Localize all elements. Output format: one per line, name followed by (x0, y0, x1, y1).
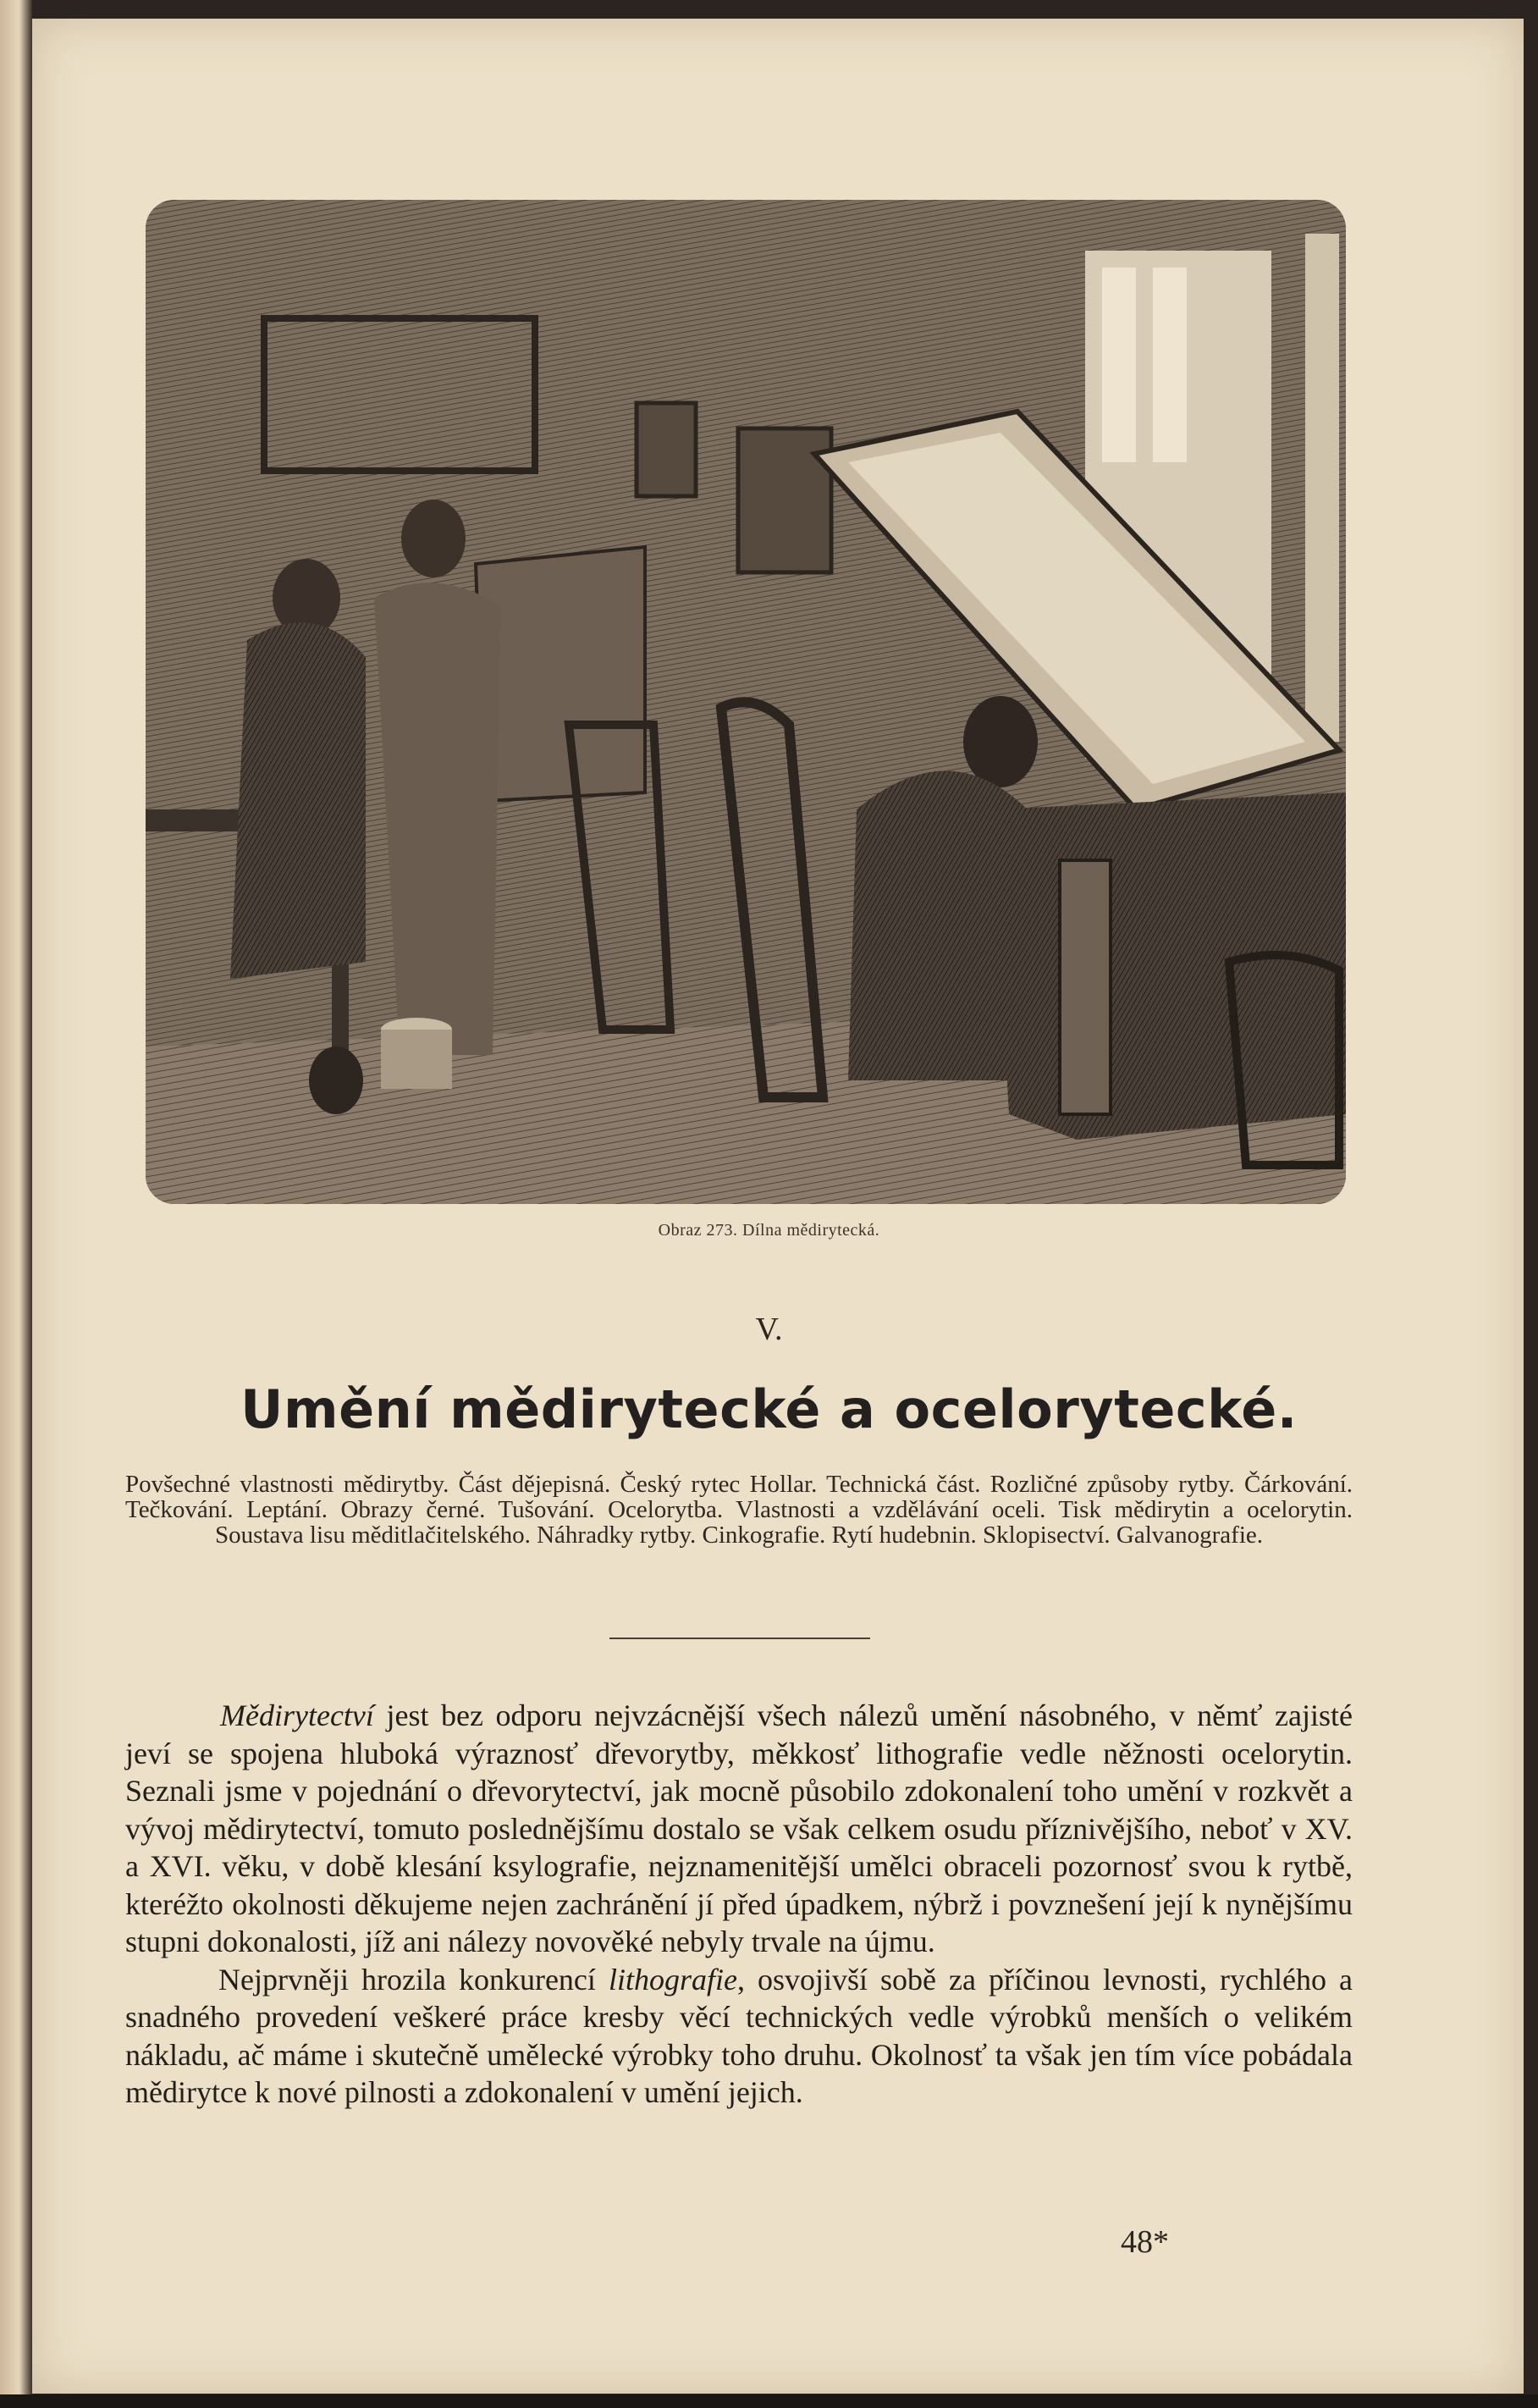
body-text (125, 1697, 1353, 2112)
engraving-workshop-illustration (146, 200, 1346, 1204)
section-divider (609, 1638, 870, 1639)
chapter-summary: Povšechné vlastnosti mědirytby. Část dějepisná. Český rytec Hollar. Technická část. Rozličné způsoby rytby. Čárkování. Tečkování. Leptání. Obrazy černé. Tušování. Ocelorytba. Vlastnosti a vzdělávání oceli. Tisk mědirytin a ocelorytin. Soustava lisu měditlačitelského. Náhradky rytby. Cinkografie. Rytí hudebnin. Sklopisectví. Galvanografie. (125, 1471, 1353, 1549)
paragraph-2-start: Nejprvněji hrozila konkurencí (218, 1962, 609, 1997)
paragraph-2-italic: lithografie (608, 1962, 737, 1997)
chapter-number: V. (755, 1312, 783, 1347)
paragraph-2-text: , osvojivší sobě za příčinou levnosti, rychlého a snadného provedení veškeré práce kresby věcí technických vedle výrobků menších o velikém nákladu, ač máme i skutečně umělecké výrobky toho druhu. Okolnosť ta však jen tím více pobádala mědirytce k nové pilnosti a zdokonalení v umění jejich. (125, 1962, 1353, 2109)
figure-caption: Obraz 273. Dílna mědirytecká. (658, 1221, 880, 1240)
paragraph-1-lead: Mědirytectví (220, 1698, 374, 1732)
chapter-title: Umění mědirytecké a ocelorytecké. (240, 1378, 1298, 1440)
workshop-engraving-image (146, 200, 1346, 1204)
paragraph-2 (125, 1961, 1353, 2112)
scan-border (0, 2394, 1538, 2408)
paragraph-1-text: jest bez odporu nejvzácnější všech nálezů umění násobného, v němť zajisté jeví se spojena hluboká výraznosť dřevorytby, měkkosť lithografie vedle něžnosti ocelorytin. Seznali jsme v pojednání o dřevorytectví, jak mocně působilo zdokonalení toho umění v rozkvět a vývoj mědirytectví, tomuto poslednějšímu dostalo se však celkem osudu příznivějšího, neboť v XV. a XVI. věku, v době klesání ksylografie, nejznamenitější umělci obraceli pozornosť svou k rytbě, kteréžto okolnosti děkujeme nejen zachránění jí před úpadkem, nýbrž i povznešení její k nynějšímu stupni dokonalosti, jíž ani nálezy novověké nebyly trvale na újmu. (125, 1698, 1353, 1958)
paragraph-1 (125, 1697, 1353, 1961)
book-gutter (0, 0, 32, 2408)
page-number: 48* (1121, 2224, 1169, 2260)
